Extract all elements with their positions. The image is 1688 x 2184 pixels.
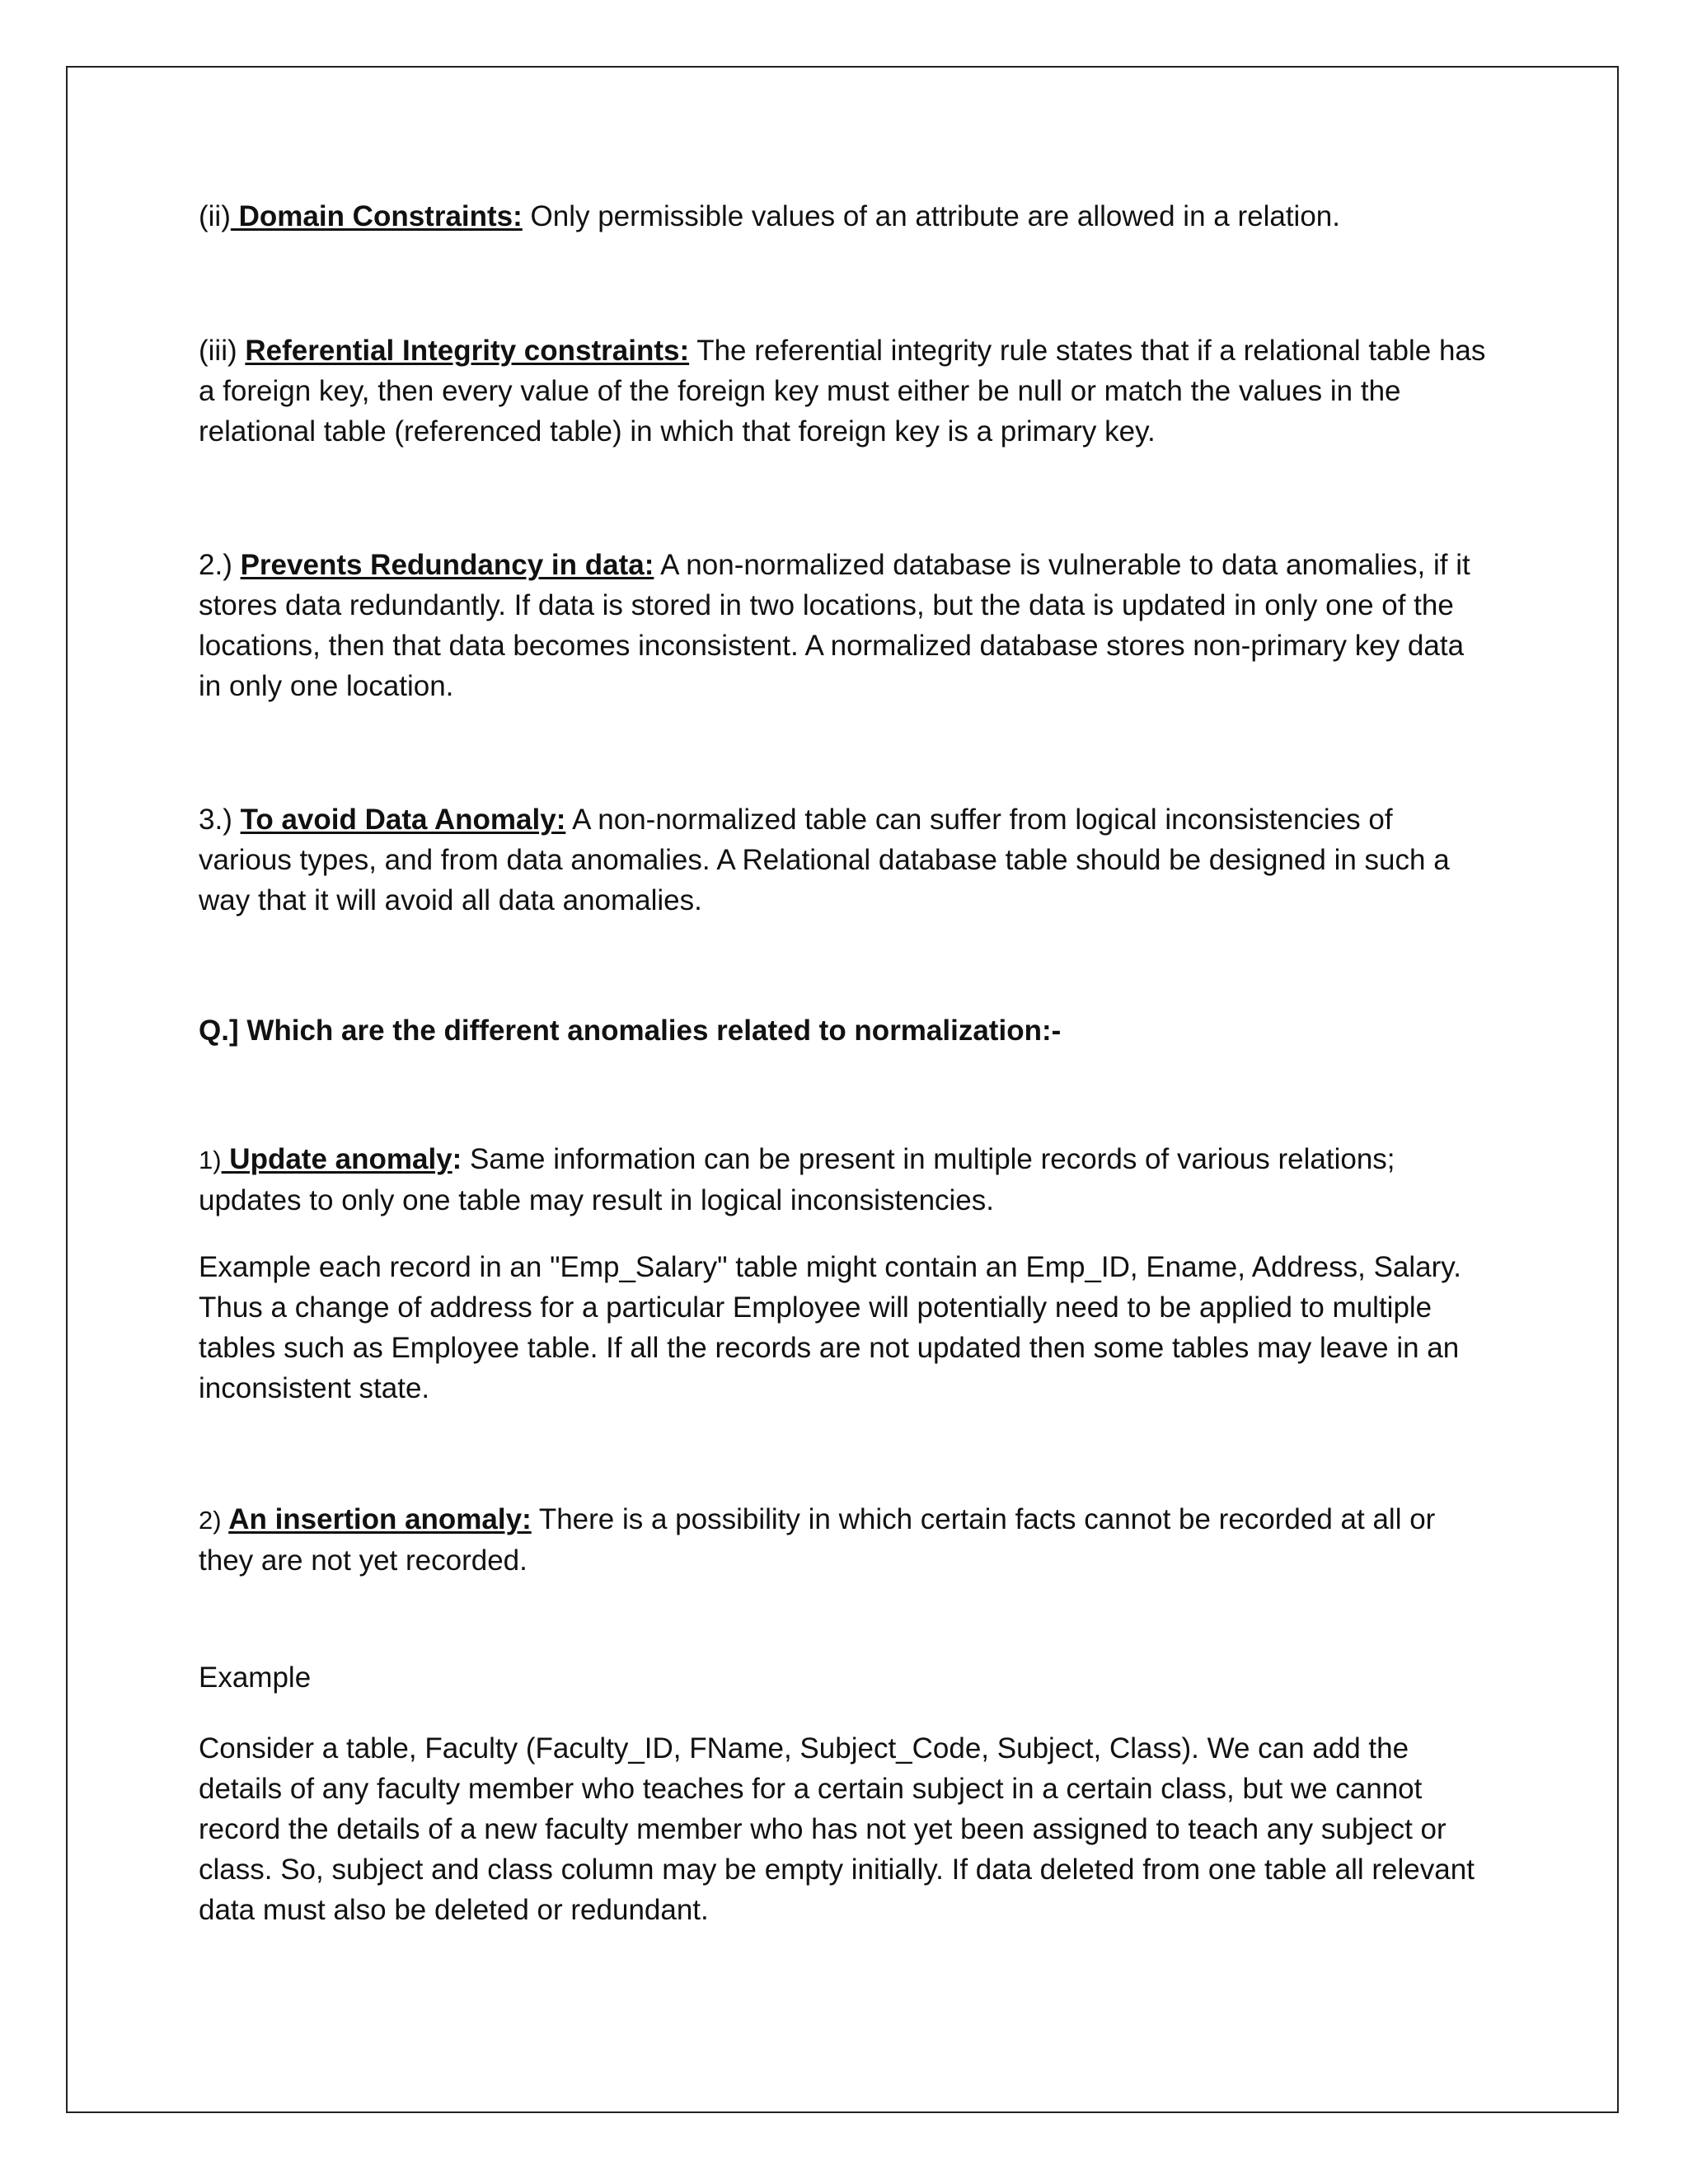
insertion-term: An insertion anomaly: [228,1503,532,1535]
domain-constraints-paragraph [199,196,1493,237]
update-colon: : [452,1143,462,1175]
domain-lead: (ii) [199,200,231,232]
document-body [199,196,1493,1930]
referential-integrity-paragraph [199,330,1493,452]
anomaly-text: A non-normalized table can suffer from logical inconsistencies of various types, and from data anomalies. A Relational database table should be designed in such a way that it will avoid all data anomalies. [199,804,1450,916]
referential-term: Referential Integrity constraints: [245,335,690,367]
insertion-anomaly-paragraph [199,1499,1493,1581]
referential-text: The referential integrity rule states that if a relational table has a foreign key, then every value of the foreign key must either be null or match the values in the relational table (referenced table) in which that foreign key is a primary key. [199,335,1486,448]
update-term: Update anomaly [221,1143,452,1175]
insertion-lead: 2) [199,1506,229,1535]
update-text: Same information can be present in multiple records of various relations; updates to only one table may result in logical inconsistencies. [199,1143,1395,1216]
redundancy-paragraph [199,545,1493,706]
redundancy-lead: 2.) [199,549,241,581]
redundancy-text: A non-normalized database is vulnerable to data anomalies, if it stores data redundantly. If data is stored in two locations, but the data is updated in only one of the locations, then that data becomes inconsistent. A normalized database stores non-primary key data in only one location. [199,549,1470,702]
data-anomaly-paragraph [199,799,1493,921]
update-example-paragraph: Example each record in an "Emp_Salary" table might contain an Emp_ID, Ename, Address, Salary. Thus a change of address for a particular Employee will potentially need to be applied to multiple tables such as Employee table. If all the records are not updated then some tables may leave in an inconsistent state. [199,1251,1461,1404]
example-label: Example [199,1661,312,1694]
question-heading: Q.] Which are the different anomalies related to normalization:- [199,1015,1062,1047]
domain-text: Only permissible values of an attribute are allowed in a relation. [522,200,1340,232]
domain-term: Domain Constraints: [230,200,523,232]
update-anomaly-paragraph [199,1139,1493,1221]
insertion-text: There is a possibility in which certain facts cannot be recorded at all or they are not yet recorded. [199,1503,1436,1577]
anomaly-lead: 3.) [199,804,241,836]
insertion-example-paragraph: Consider a table, Faculty (Faculty_ID, FName, Subject_Code, Subject, Class). We can add the details of any faculty member who teaches for a certain subject in a certain class, but we cannot record the details of a new faculty member who has not yet been assigned to teach any subject or class. So, subject and class column may be empty initially. If data deleted from one table all relevant data must also be deleted or redundant. [199,1732,1475,1926]
referential-lead: (iii) [199,335,246,367]
redundancy-term: Prevents Redundancy in data: [240,549,654,581]
anomaly-term: To avoid Data Anomaly: [240,804,566,836]
update-lead: 1) [199,1146,222,1174]
